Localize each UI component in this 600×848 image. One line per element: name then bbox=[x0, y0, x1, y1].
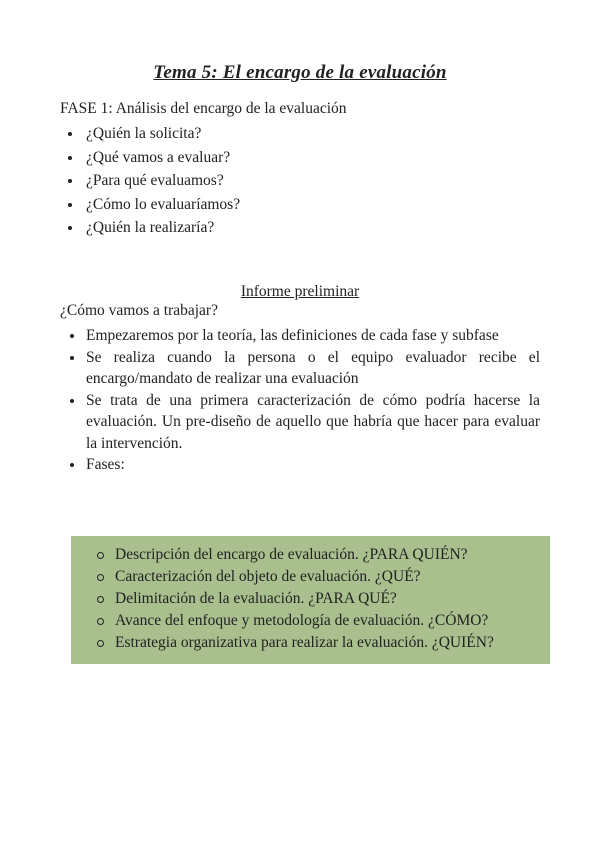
phase-item: Avance del enfoque y metodología de evaluación. ¿CÓMO? bbox=[89, 610, 494, 632]
phases-box bbox=[71, 536, 550, 664]
informe-title: Informe preliminar bbox=[240, 283, 360, 300]
phase-item: Estrategia organizativa para realizar la evaluación. ¿QUIÉN? bbox=[89, 632, 494, 654]
phase-item: Descripción del encargo de evaluación. ¿PARA QUIÉN? bbox=[89, 544, 494, 566]
informe-question: ¿Cómo vamos a trabajar? bbox=[60, 302, 218, 319]
page-title: Tema 5: El encargo de la evaluación bbox=[153, 62, 447, 83]
list-item: ¿Quién la solicita? bbox=[60, 122, 240, 146]
list-item: Empezaremos por la teoría, las definiciones de cada fase y subfase bbox=[60, 325, 540, 347]
fase1-question-list bbox=[60, 122, 240, 240]
fase1-heading: FASE 1: Análisis del encargo de la evaluación bbox=[60, 100, 347, 117]
list-item: ¿Cómo lo evaluaríamos? bbox=[60, 193, 240, 217]
phase-item: Caracterización del objeto de evaluación. ¿QUÉ? bbox=[89, 566, 494, 588]
list-item: ¿Qué vamos a evaluar? bbox=[60, 146, 240, 170]
list-item: ¿Quién la realizaría? bbox=[60, 216, 240, 240]
list-item: Se realiza cuando la persona o el equipo evaluador recibe el encargo/mandato de realizar una evaluación bbox=[60, 347, 540, 390]
list-item: Fases: bbox=[60, 454, 540, 476]
list-item: Se trata de una primera caracterización de cómo podría hacerse la evaluación. Un pre-diseño de aquello que habría que hacer para evaluar la intervención. bbox=[60, 390, 540, 455]
phase-list bbox=[89, 544, 494, 654]
informe-list bbox=[60, 325, 540, 476]
list-item: ¿Para qué evaluamos? bbox=[60, 169, 240, 193]
phase-item: Delimitación de la evaluación. ¿PARA QUÉ? bbox=[89, 588, 494, 610]
